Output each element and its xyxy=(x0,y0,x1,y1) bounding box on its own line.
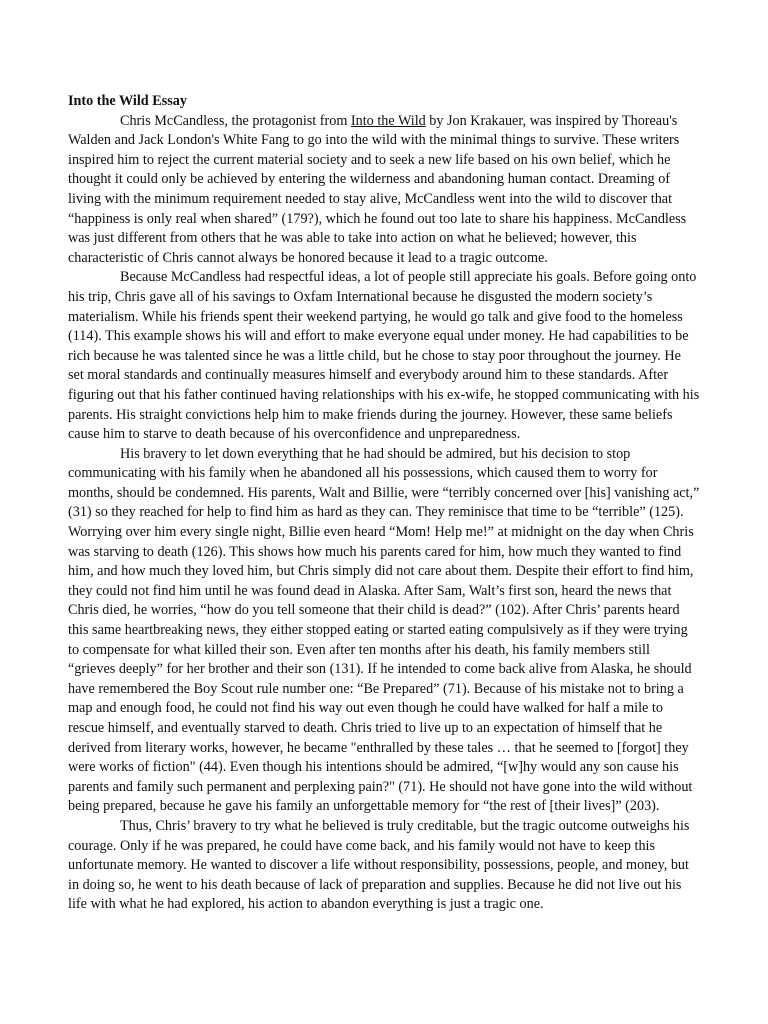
paragraph-1 xyxy=(68,112,700,269)
essay-title: Into the Wild Essay xyxy=(68,93,187,109)
paragraph-3: His bravery to let down everything that he had should be admired, but his decision to stop communicating with his family when he abandoned all his possessions, which caused them to worry for months, should be condemned. His parents, Walt and Billie, were “terribly concerned over [his] vanishing act,” (31) so they reached for help to find him as hard as they can. They reminisce that time to be “terrible” (125). Worrying over him every single night, Billie even heard “Mom! Help me!” at midnight on the day when Chris was starving to death (126). This shows how much his parents cared for him, how much they wanted to find him, and how much they loved him, but Chris simply did not care about them. Despite their effort to find him, they could not find him until he was found dead in Alaska. After Sam, Walt’s first son, heard the news that Chris died, he worries, “how do you tell someone that their child is dead?” (102). After Chris’ parents heard this same heartbreaking news, they either stopped eating or started eating compulsively as if they were trying to compensate for what killed their son. Even after ten months after his death, his family members still “grieves deeply” for her brother and their son (131). If he intended to come back alive from Alaska, he should have remembered the Boy Scout rule number one: “Be Prepared” (71). Because of his mistake not to bring a map and enough food, he could not find his way out even though he could have walked for half a mile to rescue himself, and eventually starved to death. Chris tried to live up to an expectation of himself that he derived from literary works, however, he became "enthralled by these tales … that he seemed to [forgot] they were works of fiction" (44). Even though his intentions should be admired, “[w]hy would any son cause his parents and family such permanent and perplexing pain?" (71). He should not have gone into the wild without being prepared, because he gave his family an unforgettable memory for “the rest of [their lives]” (203). xyxy=(68,445,700,815)
paragraph-1-lead: Chris McCandless, the protagonist from xyxy=(120,112,351,129)
paragraph-4: Thus, Chris’ bravery to try what he believed is truly creditable, but the tragic outcome outweighs his courage. Only if he was prepared, he could have come back, and his family would not have to keep this unfortunate memory. He wanted to discover a life without responsibility, possessions, people, and money, but in doing so, he went to his death because of lack of preparation and supplies. Because he did not live out his life with what he had explored, his action to abandon everything is just a tragic one. xyxy=(68,817,690,913)
paragraph-1-body: by Jon Krakauer, was inspired by Thoreau's Walden and Jack London's White Fang to go into the wild with the minimal things to survive. These writers inspired him to reject the current material society and to seek a new life based on his own belief, which he thought it could only be achieved by entering the wilderness and abandoning human contact. Dreaming of living with the minimum requirement needed to stay alive, McCandless went into the wild to discover that “happiness is only real when shared” (179?), which he found out too late to share his happiness. McCandless was just different from others that he was able to take into action on what he believed; however, this characteristic of Chris cannot always be honored because it lead to a tragic outcome. xyxy=(68,112,687,266)
essay-page xyxy=(68,92,700,915)
paragraph-2: Because McCandless had respectful ideas, a lot of people still appreciate his goals. Before going onto his trip, Chris gave all of his savings to Oxfam International because he disgusted the modern society’s materialism. While his friends spent their weekend partying, he would go talk and give food to the homeless (114). This example shows his will and effort to make everyone equal under money. He had capabilities to be rich because he was talented since he was a little child, but he chose to stay poor throughout the journey. He set moral standards and continually measures himself and everybody around him to these standards. After figuring out that his father continued having relationships with his ex-wife, he stopped communicating with his parents. His straight convictions help him to make friends during the journey. However, these same beliefs cause him to starve to death because of his overconfidence and unpreparedness. xyxy=(68,269,700,443)
book-title: Into the Wild xyxy=(350,112,426,129)
